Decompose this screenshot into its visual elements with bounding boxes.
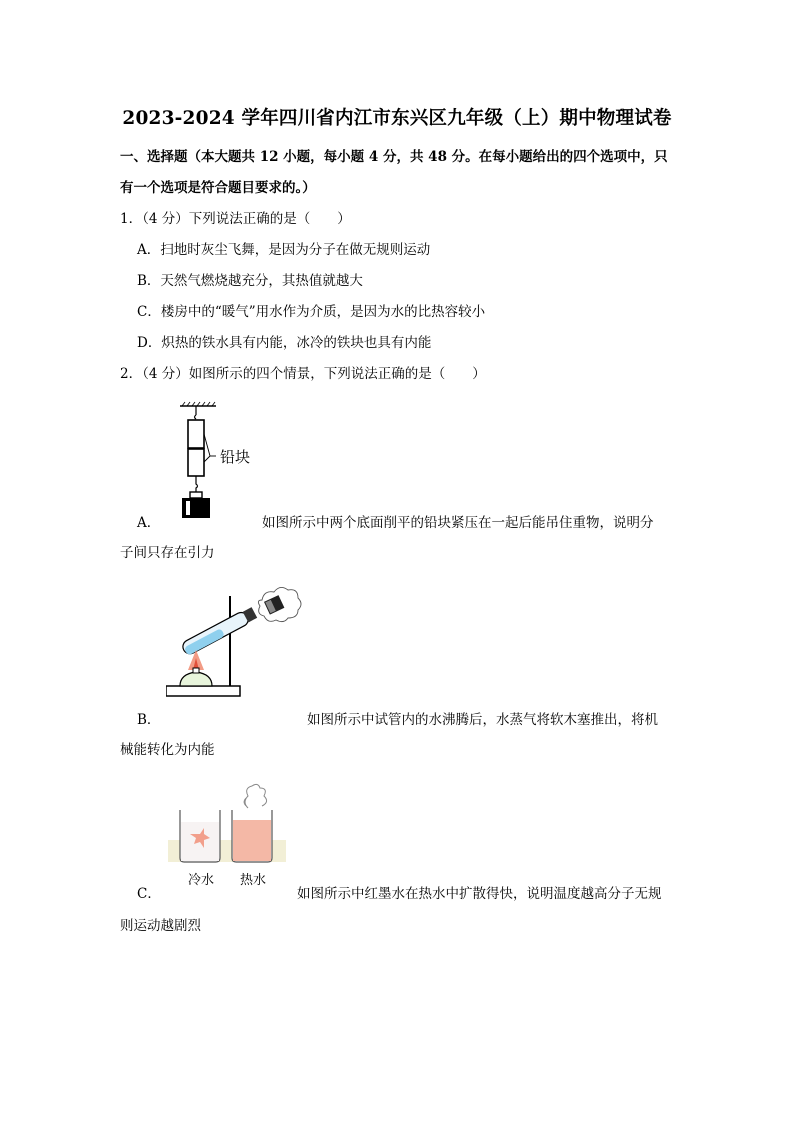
question-2-stem: 2．（4 分）如图所示的四个情景，下列说法正确的是（ ）: [120, 366, 486, 382]
q2-option-b-letter: B．: [137, 712, 161, 728]
lead-block-label: 铅块: [220, 448, 251, 466]
hot-water-label: 热水: [240, 873, 267, 888]
q1-option-c: C．楼房中的“暖气”用水作为介质，是因为水的比热容较小: [137, 304, 486, 320]
test-tube-figure: [166, 584, 302, 706]
q1-option-a: A．扫地时灰尘飞舞，是因为分子在做无规则运动: [137, 242, 431, 258]
q2-option-c-letter: C．: [137, 886, 161, 902]
section-heading: 一、选择题（本大题共 12 小题，每小题 4 分，共 48 分。在每小题给出的四个选项中，只有一个选项是符合题目要求的。）: [120, 149, 668, 196]
q2-option-a-text-cont: 子间只存在引力: [120, 545, 215, 561]
q2-option-b-text-cont: 械能转化为内能: [120, 742, 215, 758]
q2-option-a-text: 如图所示中两个底面削平的铅块紧压在一起后能吊住重物，说明分: [262, 515, 654, 531]
cold-water-label: 冷水: [188, 873, 215, 888]
question-1-stem: 1．（4 分）下列说法正确的是（ ）: [120, 211, 351, 227]
q2-option-c-text-cont: 则运动越剧烈: [120, 918, 201, 934]
q2-option-c-text: 如图所示中红墨水在热水中扩散得快，说明温度越高分子无规: [297, 886, 662, 902]
q1-option-b: B．天然气燃烧越充分，其热值就越大: [137, 273, 363, 289]
beakers-figure: [166, 776, 288, 888]
page-title: 2023-2024 学年四川省内江市东兴区九年级（上）期中物理试卷: [122, 108, 672, 129]
lead-blocks-figure: [168, 398, 268, 520]
q2-option-b-text: 如图所示中试管内的水沸腾后，水蒸气将软木塞推出，将机: [307, 712, 658, 728]
q1-option-d: D．炽热的铁水具有内能，冰冷的铁块也具有内能: [137, 335, 432, 351]
q2-option-a-letter: A．: [137, 515, 161, 531]
